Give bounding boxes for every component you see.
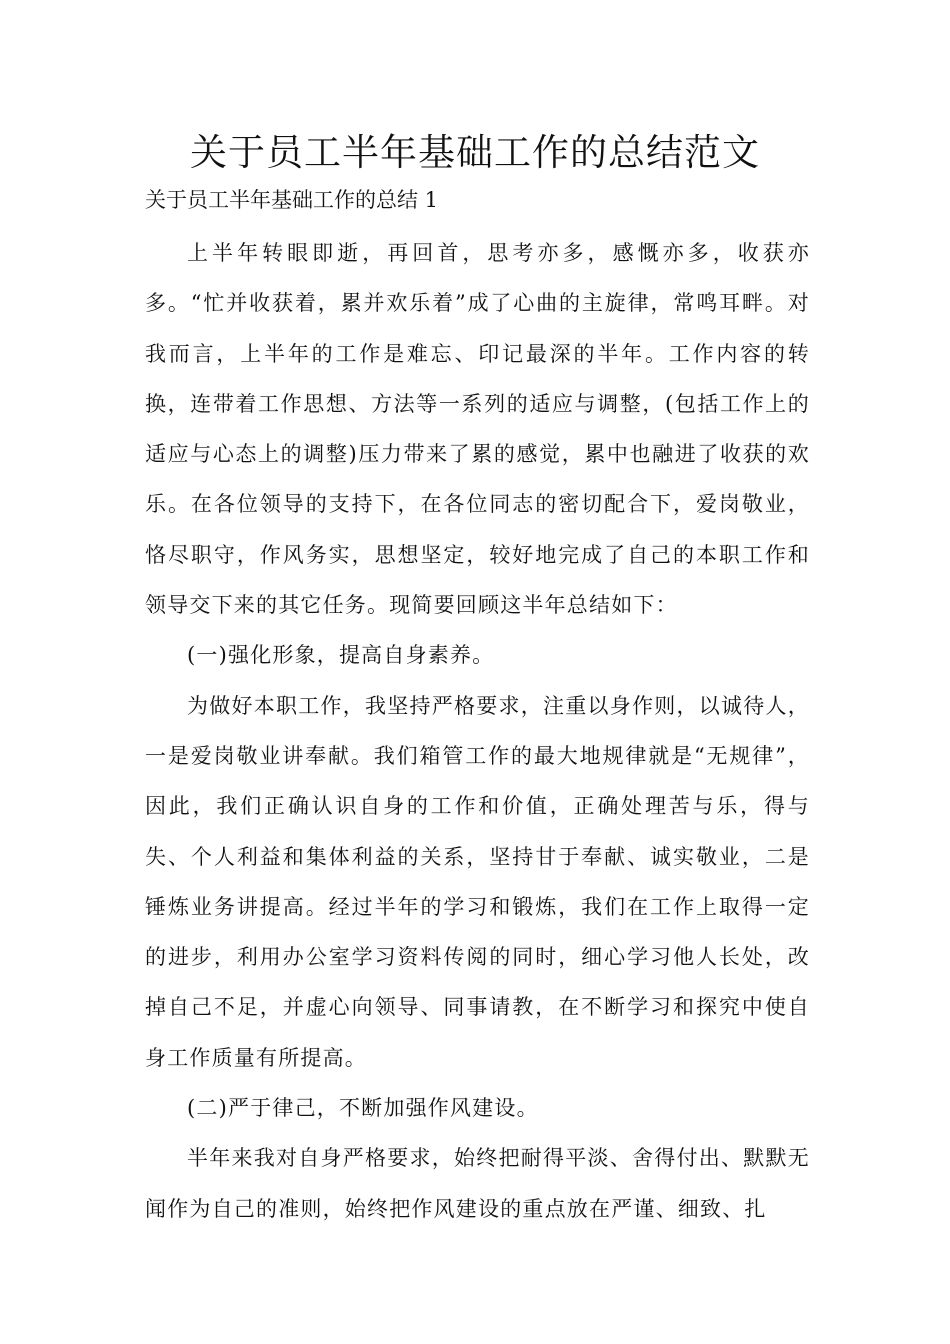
document-subtitle: 关于员工半年基础工作的总结 1 xyxy=(145,188,439,212)
paragraph-section-1: 为做好本职工作，我坚持严格要求，注重以身作则，以诚待人，一是爱岗敬业讲奉献。我们箱管工作的最大地规律就是“无规律”，因此，我们正确认识自身的工作和价值，正确处理苦与乐，得与失、个人利益和集体利益的关系，坚持甘于奉献、诚实敬业，二是锤炼业务讲提高。经过半年的学习和锻炼，我们在工作上取得一定的进步，利用办公室学习资料传阅的同时，细心学习他人长处，改掉自己不足，并虚心向领导、同事请教，在不断学习和探究中使自身工作质量有所提高。 xyxy=(145,693,810,1070)
paragraph-intro: 上半年转眼即逝，再回首，思考亦多，感慨亦多，收获亦多。“忙并收获着，累并欢乐着”成了心曲的主旋律，常鸣耳畔。对我而言，上半年的工作是难忘、印记最深的半年。工作内容的转换，连带着工作思想、方法等一系列的适应与调整，(包括工作上的适应与心态上的调整)压力带来了累的感觉，累中也融进了收获的欢乐。在各位领导的支持下，在各位同志的密切配合下，爱岗敬业，恪尽职守，作风务实，思想坚定，较好地完成了自己的本职工作和领导交下来的其它任务。现简要回顾这半年总结如下： xyxy=(145,241,810,618)
document-title: 关于员工半年基础工作的总结范文 xyxy=(190,131,760,174)
document-body xyxy=(145,228,810,1234)
paragraph-section-2: 半年来我对自身严格要求，始终把耐得平淡、舍得付出、默默无闻作为自己的准则，始终把作风建设的重点放在严谨、细致、扎 xyxy=(145,1146,810,1221)
section-heading-2: (二)严于律己，不断加强作风建设。 xyxy=(187,1096,539,1121)
section-heading-1: (一)强化形象，提高自身素养。 xyxy=(187,643,495,668)
